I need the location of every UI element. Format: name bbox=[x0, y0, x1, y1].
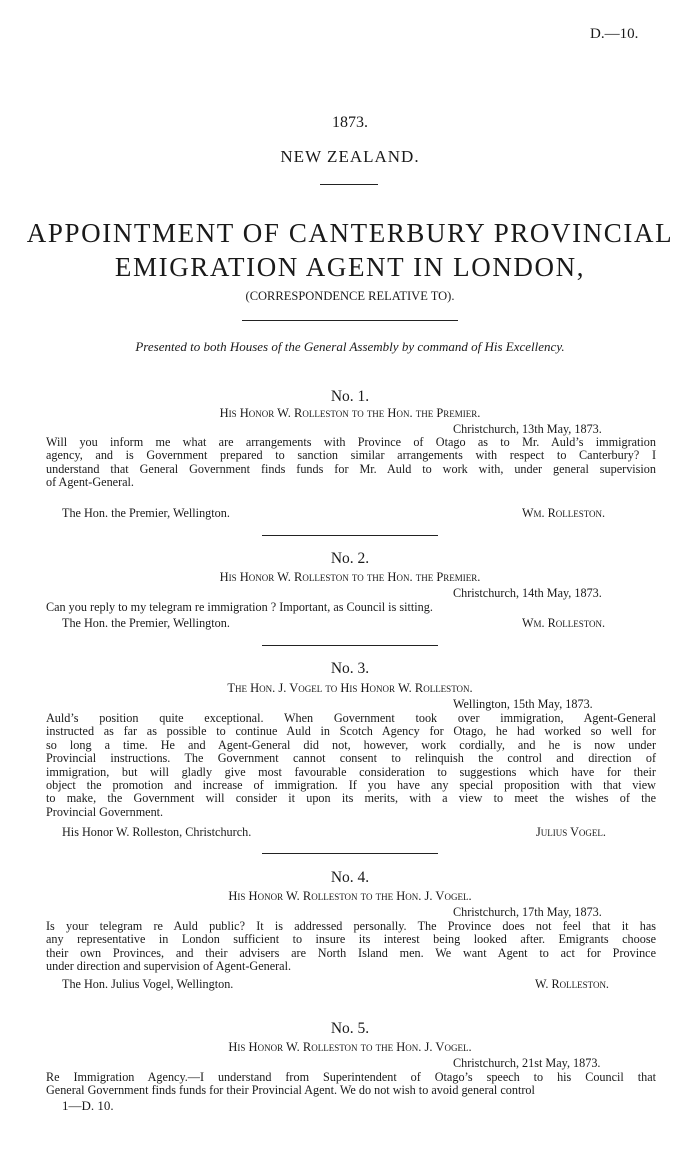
letter-body bbox=[46, 712, 656, 819]
letter-number: No. 1. bbox=[330, 388, 370, 405]
letter-line: Will you inform me what are arrangements with Province of Otago as to Mr. Auld’s immigration bbox=[46, 435, 656, 449]
letter-heading: The Hon. J. Vogel to His Honor W. Rolleston. bbox=[227, 681, 473, 695]
title-long-rule bbox=[242, 320, 458, 321]
letter-signature: Wm. Rolleston. bbox=[522, 506, 606, 520]
letter-heading: His Honor W. Rolleston to the Hon. J. Vogel. bbox=[228, 889, 472, 903]
letter-number: No. 3. bbox=[330, 660, 370, 677]
letter-line: any representative in London sufficient to insure its interest being looked after. Emigrants choose bbox=[46, 932, 656, 947]
letter-line: Can you reply to my telegram re immigration ? Important, as Council is sitting. bbox=[46, 600, 433, 614]
document-reference: D.—10. bbox=[590, 26, 639, 42]
letter-signature: Julius Vogel. bbox=[536, 825, 606, 839]
letter-addressee: His Honor W. Rolleston, Christchurch. bbox=[62, 825, 252, 839]
letter-signature: W. Rolleston. bbox=[535, 977, 609, 991]
letter-line: instructed as far as possible to continue Auld in Scotch Agency for Otago, he had worked so well for bbox=[46, 724, 656, 739]
letter-separator bbox=[262, 645, 438, 646]
letter-line: Auld’s position quite exceptional. When Government took over immigration, Agent-General bbox=[46, 711, 656, 725]
letter-body bbox=[46, 601, 656, 614]
letter-separator bbox=[262, 853, 438, 854]
letter-line: under direction and supervision of Agent-General. bbox=[46, 959, 292, 974]
letter-number: No. 5. bbox=[330, 1020, 370, 1037]
document-year: 1873. bbox=[332, 114, 368, 131]
signature-mark: 1—D. 10. bbox=[62, 1098, 114, 1113]
letter-date: Christchurch, 21st May, 1873. bbox=[453, 1056, 601, 1070]
letter-body bbox=[46, 1071, 656, 1098]
letter-line: understand that General Government finds funds for Mr. Auld to work with, under general supervision bbox=[46, 461, 656, 476]
letter-date: Wellington, 15th May, 1873. bbox=[453, 697, 593, 711]
letter-line: Provincial Government. bbox=[46, 804, 164, 819]
letter-line: so long a time. He and Agent-General did not, however, work cordially, and he is now under bbox=[46, 737, 656, 752]
letter-addressee: The Hon. the Premier, Wellington. bbox=[62, 616, 230, 630]
letter-separator bbox=[262, 535, 438, 536]
document-title-line-2: EMIGRATION AGENT IN LONDON, bbox=[114, 252, 586, 282]
letter-signature: Wm. Rolleston. bbox=[522, 616, 606, 630]
letter-addressee: The Hon. the Premier, Wellington. bbox=[62, 506, 230, 520]
letter-body bbox=[46, 920, 656, 974]
title-short-rule bbox=[320, 184, 378, 185]
letter-line: their own Provinces, and their advisers are North Island men. We want Agent to act for Province bbox=[46, 945, 656, 960]
letter-number: No. 2. bbox=[330, 550, 370, 567]
letter-line: to make, the Government will consider it upon its merits, with a view to meet the wishes of the bbox=[46, 791, 656, 806]
letter-heading: His Honor W. Rolleston to the Hon. the Premier. bbox=[219, 570, 481, 584]
letter-line: object the promotion and increase of immigration. If you have any special proposition with that view bbox=[46, 778, 656, 793]
letter-date: Christchurch, 13th May, 1873. bbox=[453, 422, 602, 436]
letter-line: of Agent-General. bbox=[46, 475, 134, 490]
letter-line: General Government finds funds for their Provincial Agent. We do not wish to avoid general control bbox=[46, 1083, 535, 1098]
document-country: NEW ZEALAND. bbox=[280, 147, 420, 166]
letter-heading: His Honor W. Rolleston to the Hon. the Premier. bbox=[219, 406, 481, 420]
letter-line: Provincial instructions. The Government cannot consent to relinquish the control and direction of bbox=[46, 751, 656, 766]
letter-heading: His Honor W. Rolleston to the Hon. J. Vogel. bbox=[228, 1040, 472, 1054]
letter-date: Christchurch, 14th May, 1873. bbox=[453, 586, 602, 600]
presented-line: Presented to both Houses of the General Assembly by command of His Excellency. bbox=[135, 339, 565, 354]
document-subtitle: (CORRESPONDENCE RELATIVE TO). bbox=[245, 289, 455, 303]
letter-line: agency, and is Government prepared to sanction similar arrangements with respect to Canterbury? I bbox=[46, 448, 656, 463]
document-title-line-1: APPOINTMENT OF CANTERBURY PROVINCIAL bbox=[26, 218, 674, 248]
letter-addressee: The Hon. Julius Vogel, Wellington. bbox=[62, 977, 234, 991]
letter-number: No. 4. bbox=[330, 869, 370, 886]
letter-line: Re Immigration Agency.—I understand from Superintendent of Otago’s speech to his Council that bbox=[46, 1070, 656, 1084]
letter-line: Is your telegram re Auld public? It is addressed personally. The Province does not feel that it has bbox=[46, 919, 656, 933]
letter-date: Christchurch, 17th May, 1873. bbox=[453, 905, 602, 919]
letter-body bbox=[46, 436, 656, 490]
letter-line: immigration, but will gladly give most favourable consideration to suggestions which have for their bbox=[46, 764, 656, 779]
